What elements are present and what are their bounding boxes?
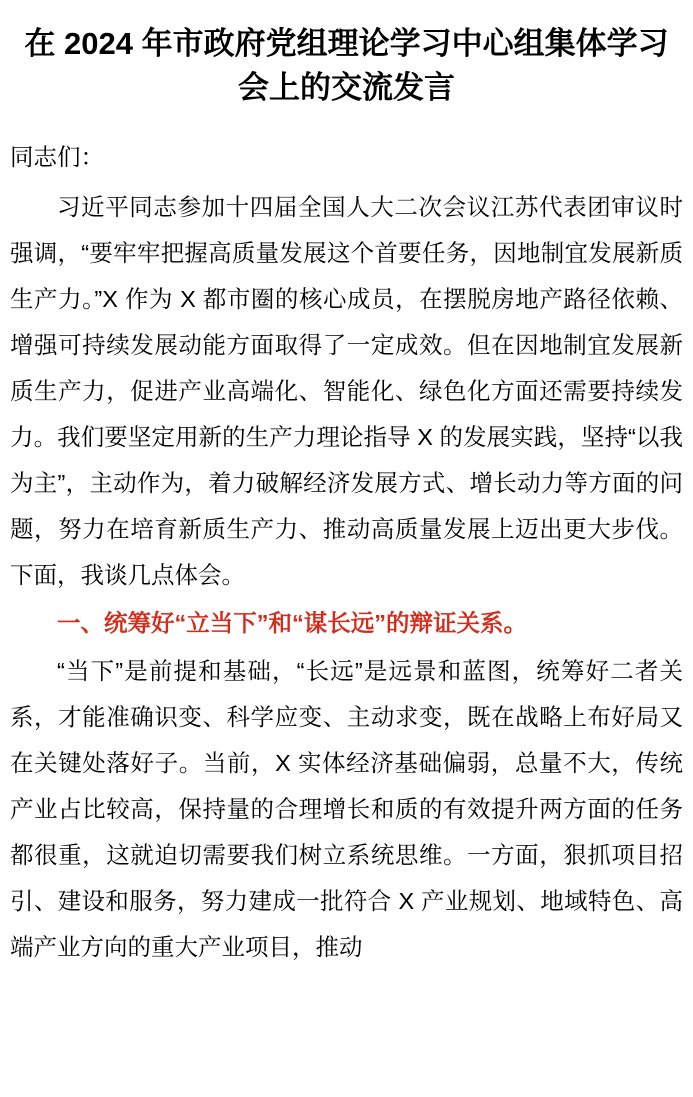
section-heading-1: 一、统筹好“立当下”和“谋长远”的辩证关系。 — [57, 610, 527, 636]
paragraph-1: 习近平同志参加十四届全国人大二次会议江苏代表团审议时强调，“要牢牢把握高质量发展这个首要任务，因地制宜发展新质生产力。”X 作为 X 都市圈的核心成员，在摆脱房地产路径依赖、增强可持续发展动能方面取得了一定成效。但在因地制宜发展新质生产力，促进产业高端化、智能化、绿色化方面还需要持续发力。我们要坚定用新的生产力理论指导 X 的发展实践，坚持“以我为主”，主动作为，着力破解经济发展方式、增长动力等方面的问题，努力在培育新质生产力、推动高质量发展上迈出更大步伐。下面，我谈几点体会。 — [10, 194, 683, 588]
salutation-line: 同志们： — [10, 144, 104, 170]
page-title: 在 2024 年市政府党组理论学习中心组集体学习会上的交流发言 — [24, 26, 669, 105]
paragraph-2: “当下”是前提和基础，“长远”是远景和蓝图，统筹好二者关系，才能准确识变、科学应变、主动求变，既在战略上布好局又在关键处落好子。当前，X 实体经济基础偏弱，总量不大，传统产业占比较高，保持量的合理增长和质的有效提升两方面的任务都很重，这就迫切需要我们树立系统思维。一方面，狠抓项目招引、建设和服务，努力建成一批符合 X 产业规划、地域特色、高端产业方向的重大产业项目，推动 — [10, 658, 683, 960]
